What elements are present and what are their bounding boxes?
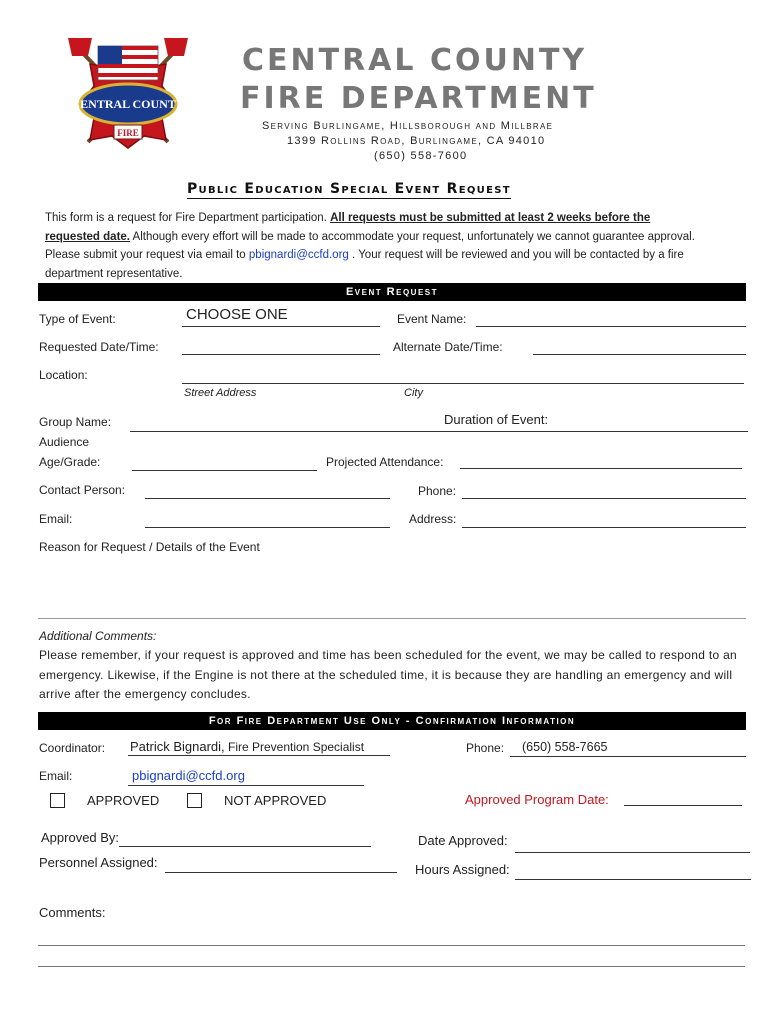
- address-label: Address:: [409, 512, 457, 526]
- street-address-caption: Street Address: [184, 387, 257, 399]
- projected-attendance-field[interactable]: [460, 468, 742, 469]
- type-of-event-select[interactable]: CHOOSE ONE: [186, 306, 288, 323]
- form-title: Public Education Special Event Request: [187, 181, 511, 197]
- personnel-assigned-field[interactable]: [165, 872, 397, 873]
- location-field[interactable]: [182, 383, 744, 384]
- approved-checkbox[interactable]: [50, 793, 65, 808]
- age-grade-field[interactable]: [132, 470, 317, 471]
- alternate-datetime-label: Alternate Date/Time:: [393, 340, 503, 354]
- approved-program-date-field[interactable]: [624, 805, 742, 806]
- coordinator-line: [128, 755, 390, 756]
- comments-label: Comments:: [39, 905, 106, 920]
- logo-bottom-text: FIRE: [117, 128, 139, 138]
- comments-line-1[interactable]: [38, 945, 745, 946]
- email-field[interactable]: [145, 527, 390, 528]
- additional-comments-label: Additional Comments:: [39, 629, 157, 643]
- phone-label: Phone:: [418, 484, 457, 498]
- coordinator-name: Patrick Bignardi,: [130, 739, 225, 754]
- contact-person-label: Contact Person:: [39, 483, 126, 497]
- date-approved-field[interactable]: [515, 852, 750, 853]
- hours-assigned-label: Hours Assigned:: [415, 862, 510, 877]
- phone-field[interactable]: [462, 498, 746, 499]
- event-name-label: Event Name:: [397, 312, 467, 326]
- alternate-datetime-field[interactable]: [533, 354, 746, 355]
- not-approved-label: NOT APPROVED: [224, 793, 327, 808]
- hours-assigned-field[interactable]: [515, 879, 751, 880]
- group-name-field[interactable]: [130, 431, 748, 432]
- date-approved-label: Date Approved:: [418, 833, 508, 848]
- dept-phone-label: Phone:: [466, 741, 505, 755]
- duration-label: Duration of Event:: [444, 412, 549, 427]
- type-of-event-label: Type of Event:: [39, 312, 116, 326]
- dept-use-header: For Fire Department Use Only - Confirmation Information: [38, 712, 746, 730]
- contact-person-field[interactable]: [145, 498, 390, 499]
- org-title-line1: CENTRAL COUNTY: [242, 43, 588, 78]
- intro-text-3: . Your request will be reviewed and you will be contacted by a fire department representative.: [45, 249, 684, 280]
- dept-email-line: [128, 785, 364, 786]
- org-title-line2: FIRE DEPARTMENT: [240, 81, 597, 116]
- location-label: Location:: [39, 368, 88, 382]
- projected-attendance-label: Projected Attendance:: [326, 455, 444, 469]
- dept-phone-line: [510, 756, 746, 757]
- approved-label: APPROVED: [87, 793, 160, 808]
- coordinator-title: Fire Prevention Specialist: [224, 740, 365, 754]
- approved-by-field[interactable]: [119, 846, 371, 847]
- comments-line-2[interactable]: [38, 966, 745, 967]
- reason-field[interactable]: [38, 618, 746, 619]
- intro-text-1: This form is a request for Fire Department participation.: [45, 212, 331, 224]
- phone-line: (650) 558-7600: [374, 150, 468, 162]
- city-caption: City: [404, 387, 423, 399]
- group-name-label: Group Name:: [39, 415, 112, 429]
- address-field[interactable]: [462, 527, 746, 528]
- requested-datetime-label: Requested Date/Time:: [39, 340, 159, 354]
- approved-program-date-label: Approved Program Date:: [465, 792, 609, 807]
- intro-email-link[interactable]: pbignardi@ccfd.org: [248, 249, 349, 261]
- serving-line: Serving Burlingame, Hillsborough and Millbrae: [262, 120, 554, 132]
- personnel-assigned-label: Personnel Assigned:: [39, 855, 158, 870]
- intro-bold: All requests must be submitted at least 2 weeks before the requested date.: [45, 212, 651, 243]
- event-request-header: Event Request: [38, 283, 746, 301]
- fire-department-logo: [58, 34, 198, 150]
- audience-label: Audience: [39, 435, 90, 449]
- intro-text-2: Although every effort will be made to accommodate your request, unfortunately we cannot guarantee approval. Please submit your request via email to: [45, 230, 695, 261]
- emergency-notice: Please remember, if your request is approved and time has been scheduled for the event, we may be called to respond to an emergency. Likewise, if the Engine is not there at the scheduled time, it is because they are handling an emergency and will arrive after the emergency concludes.: [39, 648, 738, 701]
- requested-datetime-field[interactable]: [182, 354, 380, 355]
- coordinator-value: [130, 738, 364, 756]
- intro-paragraph: [45, 209, 695, 283]
- not-approved-checkbox[interactable]: [187, 793, 202, 808]
- age-grade-label: Age/Grade:: [39, 455, 101, 469]
- reason-label: Reason for Request / Details of the Event: [39, 540, 260, 554]
- logo-top-text: CENTRAL COUNTY: [71, 97, 185, 111]
- type-of-event-line: [182, 326, 380, 327]
- address-line: 1399 Rollins Road, Burlingame, CA 94010: [287, 135, 546, 147]
- approved-by-label: Approved By:: [41, 830, 120, 845]
- dept-email-label: Email:: [39, 769, 73, 783]
- coordinator-label: Coordinator:: [39, 741, 106, 755]
- event-name-field[interactable]: [476, 326, 746, 327]
- dept-email-link[interactable]: pbignardi@ccfd.org: [132, 768, 245, 783]
- dept-phone-value: (650) 558-7665: [522, 740, 608, 754]
- email-label: Email:: [39, 512, 73, 526]
